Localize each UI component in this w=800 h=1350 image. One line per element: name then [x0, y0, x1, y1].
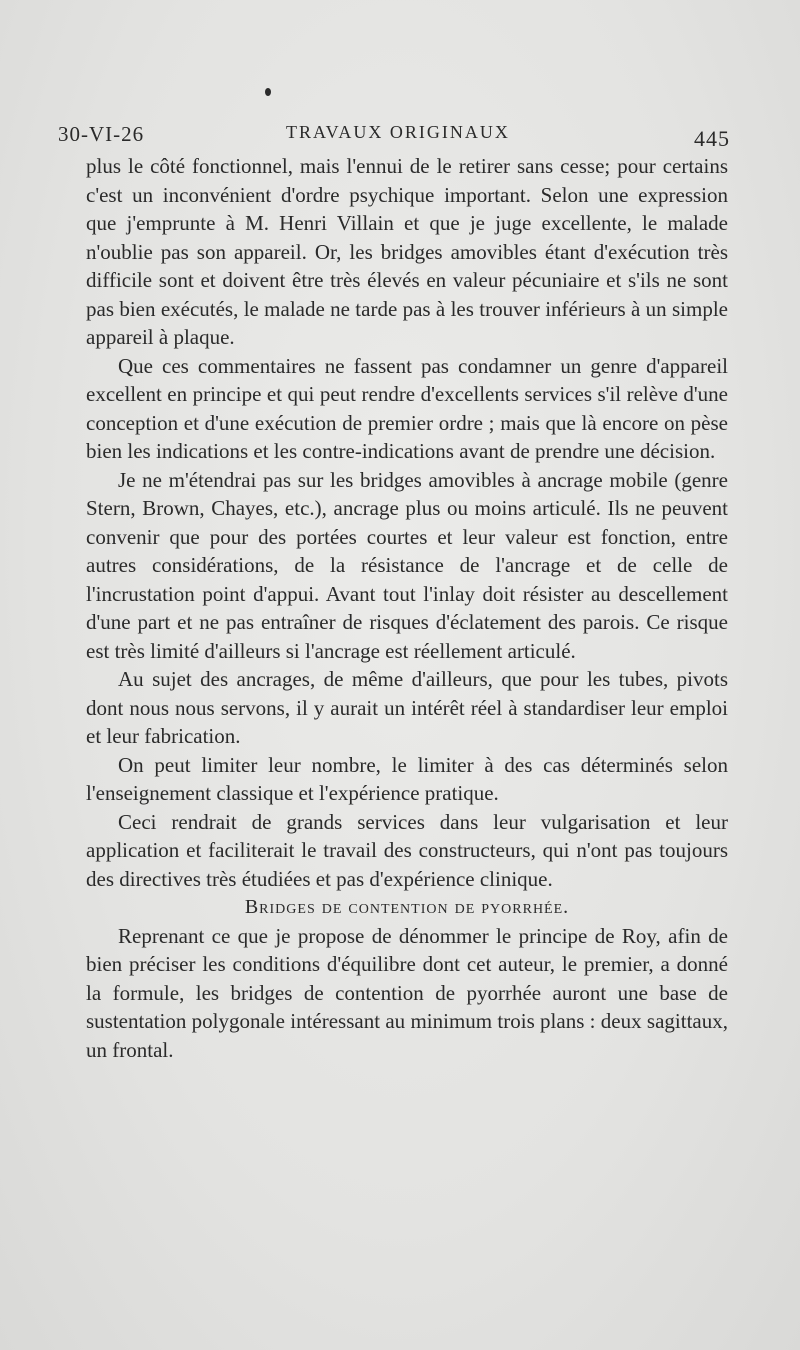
header-title: TRAVAUX ORIGINAUX: [286, 122, 510, 142]
section-title: Bridges de contention de pyorrhée.: [244, 896, 570, 918]
page-number: 445: [694, 126, 730, 151]
paragraph: Je ne m'étendrai pas sur les bridges amovibles à ancrage mobile (genre Stern, Brown, Chayes, etc.), ancrage plus ou moins articulé. Ils ne peuvent convenir que pour des portées courtes et leur valeur est fonction, entre autres considérations, de la résistance de l'ancrage et de celle de l'incrustation point d'appui. Avant tout l'inlay doit résister au descellement d'une part et ne pas entraîner de risques d'éclatement des parois. Ce risque est très limité d'ailleurs si l'ancrage est réellement articulé.: [86, 467, 728, 663]
paragraph: Ceci rendrait de grands services dans leur vulgarisation et leur application et faciliterait le travail des constructeurs, qui n'ont pas toujours des directives très étudiées et pas d'expérience clinique.: [86, 809, 728, 891]
ink-dot: [265, 88, 271, 96]
running-header: [58, 118, 730, 151]
paragraph: plus le côté fonctionnel, mais l'ennui de le retirer sans cesse; pour certains c'est un inconvénient d'ordre psychique important. Selon une expression que j'emprunte à M. Henri Villain et que je juge excellente, le malade n'oublie pas son appareil. Or, les bridges amovibles étant d'exécution très difficile sont et doivent être très élevés en valeur pécuniaire et s'ils ne sont pas bien exécutés, le malade ne tarde pas à les trouver inférieurs à un simple appareil à plaque.: [86, 154, 728, 349]
body-text: [86, 152, 728, 1064]
paragraph: Reprenant ce que je propose de dénommer le principe de Roy, afin de bien préciser les conditions d'équilibre dont cet auteur, le premier, a donné la formule, les bridges de contention de pyorrhée auront une base de sustentation polygonale intéressant au minimum trois plans : deux sagittaux, un frontal.: [86, 923, 728, 1062]
paragraph: On peut limiter leur nombre, le limiter à des cas déterminés selon l'enseignement classique et l'expérience pratique.: [86, 752, 728, 805]
paragraph: Que ces commentaires ne fassent pas condamner un genre d'appareil excellent en principe et qui peut rendre d'excellents services s'il relève d'une conception et d'une exécution de premier ordre ; mais que là encore on pèse bien les indications et les contre-indications avant de prendre une décision.: [86, 353, 728, 463]
paragraph: Au sujet des ancrages, de même d'ailleurs, que pour les tubes, pivots dont nous nous servons, il y aurait un intérêt réel à standardiser leur emploi et leur fabrication.: [86, 667, 728, 748]
header-date: 30-VI-26: [58, 122, 145, 146]
